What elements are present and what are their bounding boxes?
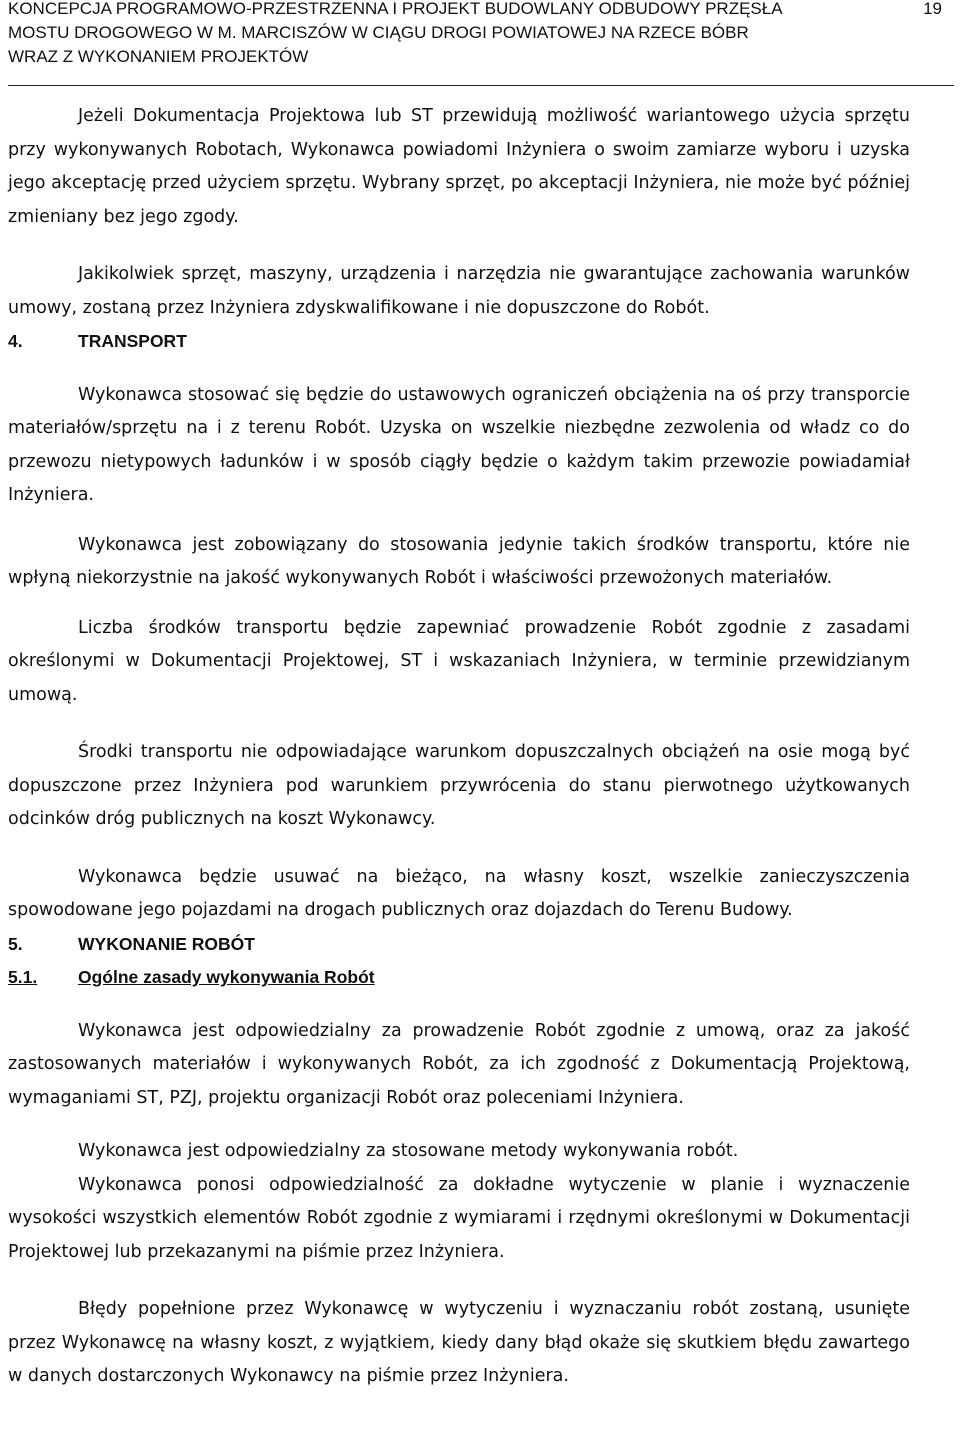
document-body <box>8 100 910 1394</box>
header-title-line-1: KONCEPCJA PROGRAMOWO-PRZESTRZENNA I PROJEKT BUDOWLANY ODBUDOWY PRZĘSŁA <box>8 0 783 18</box>
paragraph-overweight-transport: Środki transportu nie odpowiadające warunkom dopuszczalnych obciążeń na osie mogą być dopuszczone przez Inżyniera pod warunkiem przywrócenia do stanu pierwotnego użytkowanych odcinków dróg publicznych na koszt Wykonawcy. <box>8 742 910 829</box>
paragraph-transport-count: Liczba środków transportu będzie zapewniać prowadzenie Robót zgodnie z zasadami określonymi w Dokumentacji Projektowej, ST i wskazaniach Inżyniera, w terminie przewidzianym umową. <box>8 617 910 705</box>
section-title: TRANSPORT <box>78 331 187 351</box>
paragraph-transport-means: Wykonawca jest zobowiązany do stosowania jedynie takich środków transportu, które nie wpłyną niekorzystnie na jakość wykonywanych Robót i właściwości przewożonych materiałów. <box>8 534 910 588</box>
subsection-number: 5.1. <box>8 967 38 987</box>
section-number: 5. <box>8 933 23 954</box>
paragraph-axle-load-limits: Wykonawca stosować się będzie do ustawowych ograniczeń obciążenia na oś przy transporcie materiałów/sprzętu na i z terenu Robót. Uzyska on wszelkie niezbędne zezwolenia od władz co do przewozu nietypowych ładunków i w sposób ciągły będzie o każdym takim przewozie powiadamiał Inżyniera. <box>8 384 910 505</box>
paragraph-contractor-responsibility: Wykonawca jest odpowiedzialny za prowadzenie Robót zgodnie z umową, oraz za jakość zastosowanych materiałów i wykonywanych Robót, za ich zgodność z Dokumentacją Projektową, wymaganiami ST, PZJ, projektu organizacji Robót oraz poleceniami Inżyniera. <box>8 1020 910 1108</box>
subsection-heading-general-rules <box>8 961 910 995</box>
section-title: WYKONANIE ROBÓT <box>78 933 255 954</box>
header-title-line-2: MOSTU DROGOWEGO W M. MARCISZÓW W CIĄGU DROGI POWIATOWEJ NA RZECE BÓBR <box>8 23 749 42</box>
subsection-title: Ogólne zasady wykonywania Robót <box>78 967 375 987</box>
paragraph-equipment-variants: Jeżeli Dokumentacja Projektowa lub ST przewidują możliwość wariantowego użycia sprzętu przy wykonywanych Robotach, Wykonawca powiadomi Inżyniera o swoim zamiarze wyboru i uzyska jego akceptację przed użyciem sprzętu. Wybrany sprzęt, po akceptacji Inżyniera, nie może być później zmieniany bez jego zgody. <box>8 106 910 227</box>
section-heading-transport <box>8 325 910 359</box>
page-number: 19 <box>923 0 942 18</box>
section-heading-works <box>8 928 910 962</box>
paragraph-road-cleaning: Wykonawca będzie usuwać na bieżąco, na własny koszt, wszelkie zanieczyszczenia spowodowane jego pojazdami na drogach publicznych oraz dojazdach do Terenu Budowy. <box>8 866 910 920</box>
paragraph-setting-out-errors: Błędy popełnione przez Wykonawcę w wytyczeniu i wyznaczaniu robót zostaną, usunięte przez Wykonawcę na własny koszt, z wyjątkiem, kiedy dany błąd okaże się skutkiem błędu zawartego w danych dostarczonych Wykonawcy na piśmie przez Inżyniera. <box>8 1299 910 1386</box>
section-number: 4. <box>8 331 23 351</box>
page-header <box>8 0 954 86</box>
paragraph-equipment-disqualification: Jakikolwiek sprzęt, maszyny, urządzenia i narzędzia nie gwarantujące zachowania warunków umowy, zostaną przez Inżyniera zdyskwalifikowane i nie dopuszczone do Robót. <box>8 264 910 318</box>
paragraph-work-methods: Wykonawca jest odpowiedzialny za stosowane metody wykonywania robót. <box>78 1141 739 1161</box>
header-title-line-3: WRAZ Z WYKONANIEM PROJEKTÓW <box>8 47 309 66</box>
paragraph-setting-out: Wykonawca ponosi odpowiedzialność za dokładne wytyczenie w planie i wyznaczenie wysokości wszystkich elementów Robót zgodnie z wymiarami i rzędnymi określonymi w Dokumentacji Projektowej lub przekazanymi na piśmie przez Inżyniera. <box>8 1174 910 1262</box>
